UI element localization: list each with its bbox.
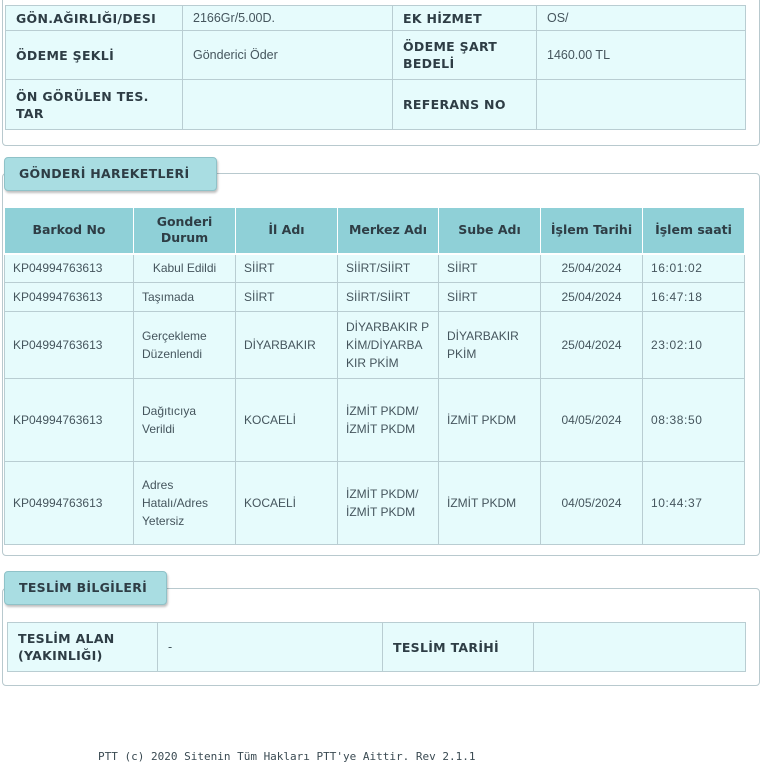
- table-row: [5, 379, 745, 462]
- movements-title: GÖNDERİ HAREKETLERİ: [4, 157, 217, 191]
- time-cell: 23:02:10: [643, 312, 745, 379]
- province-cell: SİİRT: [236, 283, 338, 312]
- province-cell: SİİRT: [236, 254, 338, 283]
- status-cell: Taşımada: [134, 283, 236, 312]
- delivery-row: [8, 623, 746, 672]
- payment-condition-value: 1460.00 TL: [537, 31, 746, 80]
- center-cell: İZMİT PKDM/ İZMİT PKDM: [338, 462, 439, 545]
- barcode-cell: KP04994763613: [5, 283, 134, 312]
- delivery-date-value: [534, 623, 746, 672]
- delivery-date-label: TESLİM TARİHİ: [383, 623, 534, 672]
- payment-type-value: Gönderici Öder: [183, 31, 393, 80]
- info-row: [6, 80, 746, 130]
- info-row: [6, 31, 746, 80]
- footer-copyright: PTT (c) 2020 Sitenin Tüm Hakları PTT'ye Aittir. Rev 2.1.1: [98, 750, 476, 763]
- status-cell: Kabul Edildi: [134, 254, 236, 283]
- col-province[interactable]: İl Adı: [236, 208, 338, 254]
- reference-no-value: [537, 80, 746, 130]
- col-time[interactable]: İşlem saati: [643, 208, 745, 254]
- branch-cell: İZMİT PKDM: [439, 462, 541, 545]
- branch-cell: SİİRT: [439, 283, 541, 312]
- col-date[interactable]: İşlem Tarihi: [541, 208, 643, 254]
- date-cell: 04/05/2024: [541, 462, 643, 545]
- center-cell: SİİRT/SİİRT: [338, 254, 439, 283]
- receiver-value: -: [158, 623, 383, 672]
- table-row: [5, 312, 745, 379]
- status-cell: Adres Hatalı/Adres Yetersiz: [134, 462, 236, 545]
- receiver-label: TESLİM ALAN (YAKINLIĞI): [8, 623, 158, 672]
- estimated-delivery-value: [183, 80, 393, 130]
- province-cell: KOCAELİ: [236, 462, 338, 545]
- payment-type-label: ÖDEME ŞEKLİ: [6, 31, 183, 80]
- date-cell: 04/05/2024: [541, 379, 643, 462]
- shipment-info-table: [5, 5, 746, 130]
- barcode-cell: KP04994763613: [5, 254, 134, 283]
- col-barcode[interactable]: Barkod No: [5, 208, 134, 254]
- time-cell: 08:38:50: [643, 379, 745, 462]
- barcode-cell: KP04994763613: [5, 379, 134, 462]
- extra-service-label: EK HİZMET: [393, 6, 537, 31]
- province-cell: DİYARBAKIR: [236, 312, 338, 379]
- barcode-cell: KP04994763613: [5, 462, 134, 545]
- center-cell: DİYARBAKIR PKİM/DİYARBAKIR PKİM: [338, 312, 439, 379]
- center-cell: İZMİT PKDM/ İZMİT PKDM: [338, 379, 439, 462]
- extra-service-value: OS/: [537, 6, 746, 31]
- weight-label: GÖN.AĞIRLIĞI/DESI: [6, 6, 183, 31]
- reference-no-label: REFERANS NO: [393, 80, 537, 130]
- province-cell: KOCAELİ: [236, 379, 338, 462]
- status-cell: Gerçekleme Düzenlendi: [134, 312, 236, 379]
- center-cell: SİİRT/SİİRT: [338, 283, 439, 312]
- movements-header-row: [5, 208, 745, 254]
- time-cell: 16:47:18: [643, 283, 745, 312]
- table-row: [5, 254, 745, 283]
- col-status[interactable]: Gonderi Durum: [134, 208, 236, 254]
- branch-cell: SİİRT: [439, 254, 541, 283]
- time-cell: 10:44:37: [643, 462, 745, 545]
- branch-cell: DİYARBAKIR PKİM: [439, 312, 541, 379]
- shipment-info-panel: [2, 0, 760, 146]
- col-branch[interactable]: Sube Adı: [439, 208, 541, 254]
- table-row: [5, 283, 745, 312]
- delivery-table: [7, 622, 746, 672]
- date-cell: 25/04/2024: [541, 254, 643, 283]
- payment-condition-label: ÖDEME ŞART BEDELİ: [393, 31, 537, 80]
- branch-cell: İZMİT PKDM: [439, 379, 541, 462]
- weight-value: 2166Gr/5.00D.: [183, 6, 393, 31]
- barcode-cell: KP04994763613: [5, 312, 134, 379]
- status-cell: Dağıtıcıya Verildi: [134, 379, 236, 462]
- movements-table: [4, 207, 745, 545]
- date-cell: 25/04/2024: [541, 312, 643, 379]
- time-cell: 16:01:02: [643, 254, 745, 283]
- col-center[interactable]: Merkez Adı: [338, 208, 439, 254]
- delivery-title: TESLİM BİLGİLERİ: [4, 571, 167, 605]
- date-cell: 25/04/2024: [541, 283, 643, 312]
- info-row: [6, 6, 746, 31]
- estimated-delivery-label: ÖN GÖRÜLEN TES. TAR: [6, 80, 183, 130]
- table-row: [5, 462, 745, 545]
